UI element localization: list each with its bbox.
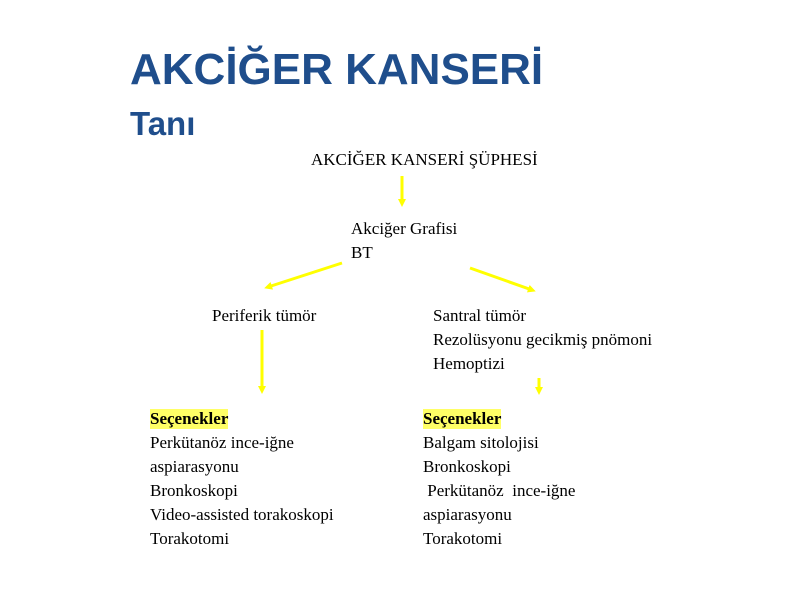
left-options-list: [150, 407, 334, 551]
list-item: aspiarasyonu: [423, 505, 512, 524]
suspicion-node: AKCİĞER KANSERİ ŞÜPHESİ: [311, 150, 538, 169]
slide-subtitle: Tanı: [130, 105, 196, 142]
right-options-heading: Seçenekler: [423, 409, 502, 428]
list-item: Perkütanöz ince-iğne: [423, 481, 576, 500]
list-item: Torakotomi: [150, 529, 230, 548]
arrow-imaging-to-peripheral: [268, 263, 342, 287]
central-tumor: Santral tümör: [433, 306, 527, 325]
list-item: Balgam sitolojisi: [423, 433, 539, 452]
central-pneumonia: Rezolüsyonu gecikmiş pnömoni: [433, 330, 653, 349]
list-item: Bronkoskopi: [150, 481, 238, 500]
list-item: Bronkoskopi: [423, 457, 511, 476]
imaging-xray: Akciğer Grafisi: [351, 219, 458, 238]
peripheral-node: Periferik tümör: [212, 306, 317, 325]
list-item: Video-assisted torakoskopi: [150, 505, 334, 524]
list-item: Torakotomi: [423, 529, 503, 548]
imaging-node: [351, 217, 457, 265]
right-options-list: [423, 407, 575, 551]
list-item: Perkütanöz ince-iğne: [150, 433, 294, 452]
central-hemoptysis: Hemoptizi: [433, 354, 505, 373]
left-options-heading: Seçenekler: [150, 409, 229, 428]
central-node: [433, 304, 652, 376]
slide-title: AKCİĞER KANSERİ: [130, 45, 544, 94]
imaging-ct: BT: [351, 243, 373, 262]
list-item: aspiarasyonu: [150, 457, 239, 476]
arrow-imaging-to-central: [470, 268, 532, 290]
